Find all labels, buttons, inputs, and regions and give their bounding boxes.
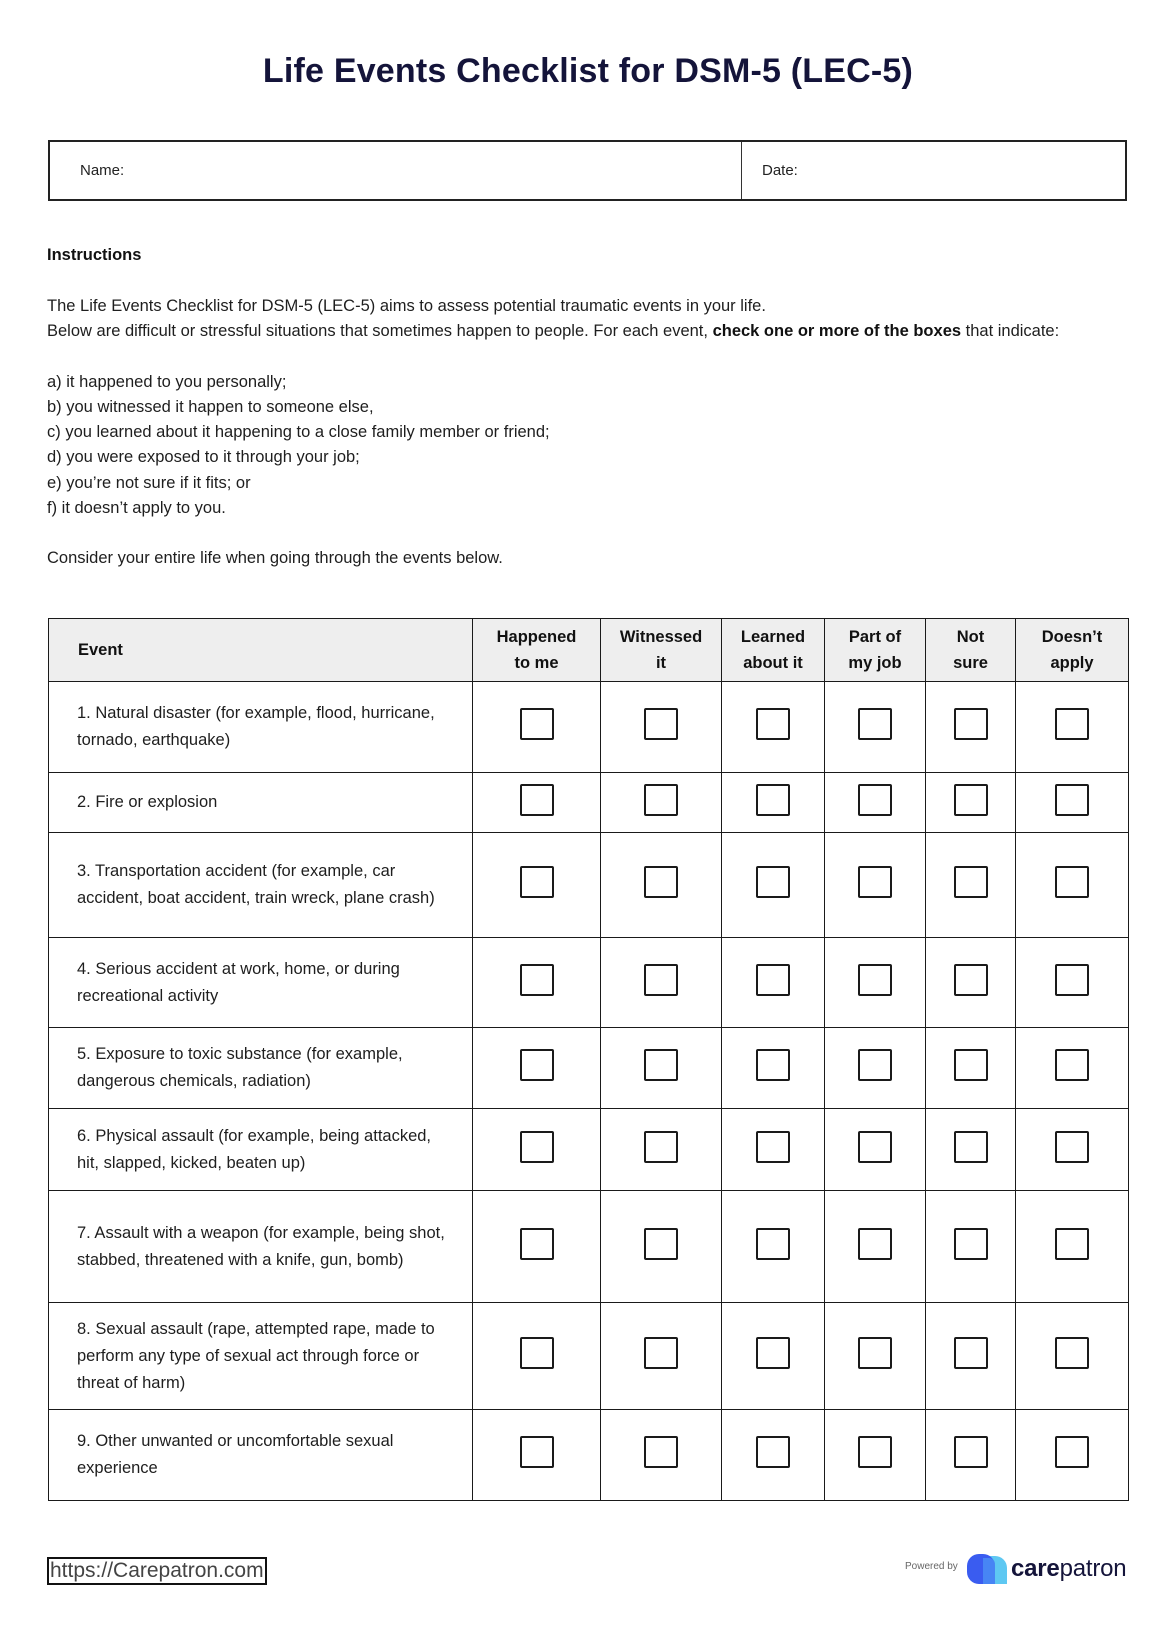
checkbox-cell-witnessed — [601, 682, 722, 773]
checkbox-learned[interactable] — [756, 1131, 790, 1163]
brand-regular: patron — [1059, 1555, 1127, 1582]
instructions-intro-line1: The Life Events Checklist for DSM-5 (LEC-5) aims to assess potential traumatic events in your life. — [47, 297, 766, 315]
checkbox-job[interactable] — [858, 1131, 892, 1163]
column-header-label: Learned — [740, 628, 806, 646]
column-header-not-sure — [926, 619, 1016, 682]
checkbox-cell-doesnt-apply — [1016, 773, 1129, 833]
event-description: 9. Other unwanted or uncomfortable sexual experience — [49, 1410, 473, 1501]
checkbox-witnessed[interactable] — [644, 708, 678, 740]
checkbox-cell-witnessed — [601, 938, 722, 1028]
checkbox-cell-learned — [722, 938, 825, 1028]
checkbox-cell-witnessed — [601, 1191, 722, 1303]
checkbox-cell-not-sure — [926, 1109, 1016, 1191]
checkbox-cell-witnessed — [601, 1410, 722, 1501]
checkbox-learned[interactable] — [756, 1228, 790, 1260]
checkbox-job[interactable] — [858, 964, 892, 996]
option-e: e) you’re not sure if it fits; or — [47, 473, 251, 492]
checkbox-job[interactable] — [858, 708, 892, 740]
checkbox-cell-learned — [722, 773, 825, 833]
checkbox-cell-witnessed — [601, 1109, 722, 1191]
carepatron-logo-icon — [965, 1552, 1009, 1586]
checkbox-cell-job — [825, 1028, 926, 1109]
checkbox-cell-not-sure — [926, 1191, 1016, 1303]
checkbox-cell-happened — [473, 833, 601, 938]
table-row — [49, 773, 1129, 833]
checkbox-job[interactable] — [858, 1436, 892, 1468]
column-header-label: my job — [848, 654, 902, 672]
checkbox-doesnt-apply[interactable] — [1055, 784, 1089, 816]
checkbox-learned[interactable] — [756, 964, 790, 996]
checkbox-learned[interactable] — [756, 1337, 790, 1369]
table-row — [49, 1109, 1129, 1191]
column-header-label: it — [655, 654, 667, 672]
column-header-label: about it — [743, 654, 803, 672]
checkbox-cell-learned — [722, 1410, 825, 1501]
table-header-row — [49, 619, 1129, 682]
column-header-label: sure — [953, 654, 988, 672]
checkbox-cell-not-sure — [926, 1410, 1016, 1501]
event-description: 2. Fire or explosion — [49, 773, 473, 833]
table-row — [49, 1410, 1129, 1501]
carepatron-link[interactable]: https://Carepatron.com — [47, 1557, 267, 1585]
checkbox-not-sure[interactable] — [954, 708, 988, 740]
column-header-happened — [473, 619, 601, 682]
checkbox-cell-not-sure — [926, 938, 1016, 1028]
checkbox-not-sure[interactable] — [954, 866, 988, 898]
checkbox-cell-witnessed — [601, 1303, 722, 1410]
checkbox-witnessed[interactable] — [644, 1131, 678, 1163]
checkbox-cell-job — [825, 1410, 926, 1501]
checkbox-cell-happened — [473, 1191, 601, 1303]
checkbox-cell-happened — [473, 1109, 601, 1191]
name-label: Name: — [80, 162, 125, 179]
carepatron-wordmark — [1011, 1555, 1126, 1583]
checkbox-not-sure[interactable] — [954, 784, 988, 816]
checkbox-cell-learned — [722, 1303, 825, 1410]
carepatron-logo[interactable] — [965, 1552, 1127, 1588]
date-field[interactable] — [742, 142, 1125, 199]
checkbox-learned[interactable] — [756, 866, 790, 898]
instructions-closing: Consider your entire life when going through the events below. — [47, 549, 503, 568]
checkbox-cell-learned — [722, 1109, 825, 1191]
checkbox-job[interactable] — [858, 1228, 892, 1260]
event-description: 8. Sexual assault (rape, attempted rape, made to perform any type of sexual act through force or threat of harm) — [49, 1303, 473, 1410]
checkbox-cell-learned — [722, 682, 825, 773]
instructions-body — [47, 294, 1137, 572]
checkbox-cell-witnessed — [601, 1028, 722, 1109]
checkbox-witnessed[interactable] — [644, 964, 678, 996]
checkbox-witnessed[interactable] — [644, 1436, 678, 1468]
checkbox-witnessed[interactable] — [644, 784, 678, 816]
checkbox-learned[interactable] — [756, 708, 790, 740]
checkbox-cell-witnessed — [601, 773, 722, 833]
column-header-label: to me — [514, 654, 559, 672]
checkbox-not-sure[interactable] — [954, 1131, 988, 1163]
checkbox-cell-happened — [473, 682, 601, 773]
checkbox-happened[interactable] — [520, 708, 554, 740]
column-header-event — [49, 619, 473, 682]
checkbox-doesnt-apply[interactable] — [1055, 1436, 1089, 1468]
checkbox-learned[interactable] — [756, 1436, 790, 1468]
checkbox-job[interactable] — [858, 866, 892, 898]
checkbox-cell-job — [825, 833, 926, 938]
checkbox-cell-not-sure — [926, 773, 1016, 833]
column-header-job — [825, 619, 926, 682]
checkbox-doesnt-apply[interactable] — [1055, 866, 1089, 898]
checkbox-doesnt-apply[interactable] — [1055, 1228, 1089, 1260]
checkbox-not-sure[interactable] — [954, 1228, 988, 1260]
table-row — [49, 833, 1129, 938]
checkbox-cell-not-sure — [926, 1303, 1016, 1410]
table-row — [49, 1028, 1129, 1109]
checkbox-witnessed[interactable] — [644, 1049, 678, 1081]
intro-text: Below are difficult or stressful situations that sometimes happen to people. For each event, — [47, 322, 713, 341]
checkbox-job[interactable] — [858, 1337, 892, 1369]
checkbox-cell-doesnt-apply — [1016, 1109, 1129, 1191]
checkbox-cell-happened — [473, 1410, 601, 1501]
checkbox-learned[interactable] — [756, 784, 790, 816]
checkbox-cell-happened — [473, 773, 601, 833]
checkbox-cell-job — [825, 773, 926, 833]
table-row — [49, 1303, 1129, 1410]
checkbox-doesnt-apply[interactable] — [1055, 1337, 1089, 1369]
checkbox-doesnt-apply[interactable] — [1055, 1049, 1089, 1081]
column-header-doesnt-apply — [1016, 619, 1129, 682]
column-header-label: Not — [956, 628, 985, 646]
checkbox-witnessed[interactable] — [644, 1228, 678, 1260]
instructions-intro-line2 — [47, 319, 1137, 344]
name-field[interactable] — [50, 142, 742, 199]
checkbox-cell-job — [825, 938, 926, 1028]
checkbox-cell-job — [825, 1191, 926, 1303]
column-header-label: apply — [1050, 654, 1094, 672]
table-row — [49, 682, 1129, 773]
checkbox-happened[interactable] — [520, 1228, 554, 1260]
checkbox-happened[interactable] — [520, 1049, 554, 1081]
column-header-label: Event — [78, 641, 123, 659]
checkbox-cell-witnessed — [601, 833, 722, 938]
brand-bold: care — [1011, 1555, 1060, 1582]
checkbox-cell-learned — [722, 833, 825, 938]
column-header-label: Part of — [848, 628, 902, 646]
checkbox-not-sure[interactable] — [954, 1049, 988, 1081]
option-c: c) you learned about it happening to a close family member or friend; — [47, 423, 550, 442]
checkbox-cell-not-sure — [926, 682, 1016, 773]
checkbox-not-sure[interactable] — [954, 1436, 988, 1468]
checkbox-cell-job — [825, 1109, 926, 1191]
option-a: a) it happened to you personally; — [47, 372, 287, 391]
checkbox-cell-happened — [473, 1028, 601, 1109]
table-row — [49, 938, 1129, 1028]
checkbox-cell-doesnt-apply — [1016, 938, 1129, 1028]
checkbox-cell-not-sure — [926, 833, 1016, 938]
checkbox-learned[interactable] — [756, 1049, 790, 1081]
checkbox-cell-doesnt-apply — [1016, 833, 1129, 938]
checkbox-cell-not-sure — [926, 1028, 1016, 1109]
checkbox-witnessed[interactable] — [644, 1337, 678, 1369]
column-header-label: Happened — [496, 628, 577, 646]
instructions-heading: Instructions — [47, 246, 142, 264]
checkbox-happened[interactable] — [520, 784, 554, 816]
checkbox-job[interactable] — [858, 1049, 892, 1081]
table-row — [49, 1191, 1129, 1303]
checkbox-witnessed[interactable] — [644, 866, 678, 898]
checkbox-job[interactable] — [858, 784, 892, 816]
event-description: 4. Serious accident at work, home, or during recreational activity — [49, 938, 473, 1028]
event-description: 6. Physical assault (for example, being attacked, hit, slapped, kicked, beaten up) — [49, 1109, 473, 1191]
checkbox-not-sure[interactable] — [954, 1337, 988, 1369]
checkbox-cell-learned — [722, 1028, 825, 1109]
intro-text-end: that indicate: — [961, 322, 1060, 341]
option-b: b) you witnessed it happen to someone else, — [47, 397, 374, 416]
checkbox-cell-doesnt-apply — [1016, 1410, 1129, 1501]
checkbox-happened[interactable] — [520, 866, 554, 898]
event-description: 7. Assault with a weapon (for example, being shot, stabbed, threatened with a knife, gun, bomb) — [49, 1191, 473, 1303]
event-description: 3. Transportation accident (for example, car accident, boat accident, train wreck, plane crash) — [49, 833, 473, 938]
column-header-witnessed — [601, 619, 722, 682]
checkbox-happened[interactable] — [520, 1337, 554, 1369]
checkbox-cell-doesnt-apply — [1016, 1028, 1129, 1109]
checkbox-doesnt-apply[interactable] — [1055, 964, 1089, 996]
checkbox-cell-happened — [473, 938, 601, 1028]
checkbox-not-sure[interactable] — [954, 964, 988, 996]
checkbox-doesnt-apply[interactable] — [1055, 1131, 1089, 1163]
intro-emphasis: check one or more of the boxes — [712, 322, 962, 341]
checkbox-cell-doesnt-apply — [1016, 682, 1129, 773]
checkbox-cell-happened — [473, 1303, 601, 1410]
checkbox-doesnt-apply[interactable] — [1055, 708, 1089, 740]
column-header-label: Witnessed — [619, 628, 703, 646]
powered-by-label: Powered by — [905, 1561, 958, 1572]
checkbox-cell-doesnt-apply — [1016, 1303, 1129, 1410]
event-description: 5. Exposure to toxic substance (for example, dangerous chemicals, radiation) — [49, 1028, 473, 1109]
date-label: Date: — [762, 162, 798, 179]
checkbox-cell-learned — [722, 1191, 825, 1303]
checkbox-cell-doesnt-apply — [1016, 1191, 1129, 1303]
option-d: d) you were exposed to it through your job; — [47, 448, 360, 467]
name-date-box — [48, 140, 1127, 201]
document-title: Life Events Checklist for DSM-5 (LEC-5) — [262, 52, 914, 90]
column-header-label: Doesn’t — [1041, 628, 1103, 646]
column-header-learned — [722, 619, 825, 682]
checkbox-happened[interactable] — [520, 964, 554, 996]
checkbox-cell-job — [825, 682, 926, 773]
checkbox-happened[interactable] — [520, 1436, 554, 1468]
option-f: f) it doesn’t apply to you. — [47, 499, 226, 518]
checkbox-happened[interactable] — [520, 1131, 554, 1163]
checkbox-cell-job — [825, 1303, 926, 1410]
events-table — [48, 618, 1129, 1501]
event-description: 1. Natural disaster (for example, flood, hurricane, tornado, earthquake) — [49, 682, 473, 773]
